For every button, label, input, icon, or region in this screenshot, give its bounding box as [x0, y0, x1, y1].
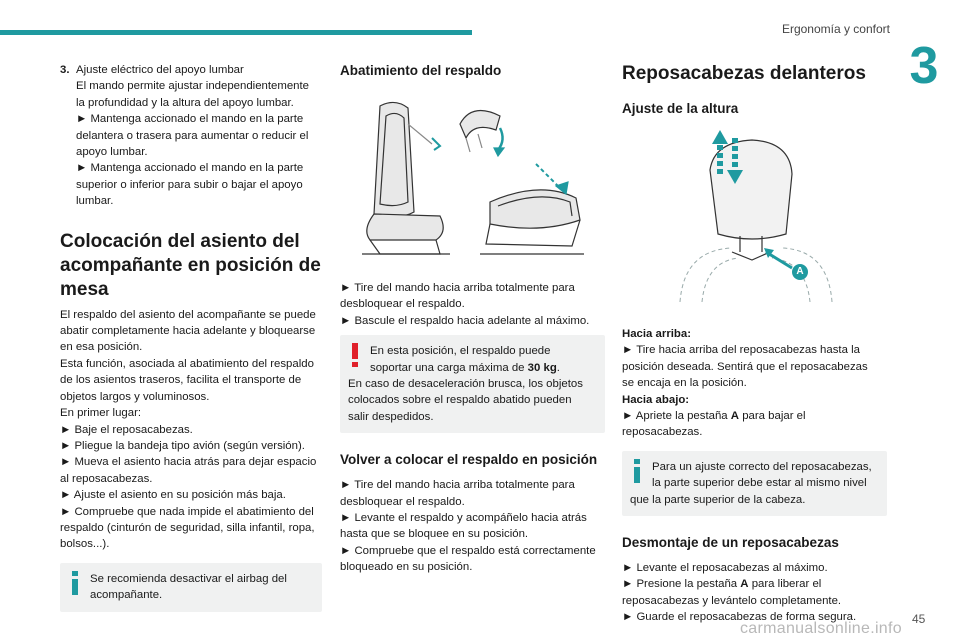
warning-line	[370, 360, 597, 376]
headrest-drawing	[622, 130, 887, 302]
load-warning	[340, 335, 605, 433]
down-title: Hacia abajo:	[622, 393, 690, 406]
text-line: ► Tire del mando hacia arriba totalmente para	[340, 479, 575, 492]
info-icon	[68, 571, 82, 595]
text-line: En primer lugar:	[60, 407, 142, 420]
heading-line: Colocación del asiento del	[60, 230, 300, 252]
text-line: reposacabezas.	[622, 426, 703, 439]
text-line: la profundidad y la altura del apoyo lumbar.	[76, 96, 294, 109]
table-position-body	[60, 307, 322, 553]
text-line: posición deseada. Sentirá que el reposacabezas	[622, 360, 868, 373]
text-line: ► Mantenga accionado el mando en la parte	[76, 162, 304, 175]
text-line: ► Baje el reposacabezas.	[60, 423, 193, 436]
text-line: El respaldo del asiento del acompañante se puede	[60, 308, 316, 321]
note-line: la parte superior debe estar al mismo nivel	[652, 477, 867, 490]
text-line: en esa posición.	[60, 341, 143, 354]
page-number: 45	[912, 612, 926, 626]
text-line: al reposacabezas.	[60, 472, 153, 485]
text-line: de los asientos traseros, facilita el transporte de	[60, 374, 302, 387]
up-title: Hacia arriba:	[622, 328, 692, 340]
warning-line: salir despedidos.	[348, 410, 434, 423]
heading-line: mesa	[60, 278, 109, 300]
table-position-heading	[60, 230, 322, 302]
fold-steps	[340, 280, 605, 329]
lumbar-step	[60, 62, 322, 78]
text-line: abatir completamente hacia adelante y bloquearse	[60, 325, 316, 338]
tab-a-label: A	[796, 266, 804, 277]
heading-line: acompañante en posición de	[60, 254, 321, 276]
chapter-number: 3	[909, 37, 939, 95]
seat-fold-drawing	[340, 94, 605, 262]
watermark: carmanualsonline.info	[740, 620, 902, 637]
reposition-steps	[340, 477, 605, 575]
instruction-text: ► Apriete la pestaña	[622, 410, 731, 423]
text-line: ► Mueva el asiento hacia atrás para dejar espacio	[60, 456, 317, 469]
instruction-text: para liberar el	[748, 578, 822, 591]
max-load-value: 30 kg	[527, 361, 557, 374]
text-line: hasta que se bloquee en su posición.	[340, 528, 529, 541]
text-line: bloqueado en su posición.	[340, 561, 473, 574]
note-line: Se recomienda desactivar el airbag del	[90, 572, 287, 585]
headrest-illustration	[622, 130, 887, 302]
text-line: bolsos...).	[60, 538, 110, 551]
text-line: delantera o trasera para aumentar o reducir el	[76, 129, 309, 142]
text-line: ► Pliegue la bandeja tipo avión (según versión).	[60, 439, 305, 452]
airbag-note	[60, 563, 322, 612]
instruction-text: ► Presione la pestaña	[622, 578, 741, 591]
text-line: ► Compruebe que el respaldo está correctamente	[340, 544, 596, 557]
step-number: 3.	[60, 64, 70, 76]
warning-text: .	[556, 361, 560, 374]
note-line: que la parte superior de la cabeza.	[630, 493, 806, 506]
tab-reference: A	[740, 578, 749, 591]
text-line: ► Ajuste el asiento en su posición más baja.	[60, 489, 286, 502]
text-line: lumbar.	[76, 195, 114, 208]
lumbar-step-body	[60, 78, 322, 209]
remove-steps	[622, 560, 887, 626]
note-line: Para un ajuste correcto del reposacabezas,	[652, 460, 872, 473]
height-instructions	[622, 326, 887, 441]
warning-icon	[348, 343, 362, 367]
tab-reference: A	[730, 410, 740, 423]
text-line: apoyo lumbar.	[76, 146, 148, 159]
text-line: desbloquear el respaldo.	[340, 298, 465, 311]
text-line: ► Mantenga accionado el mando en la parte	[76, 113, 304, 126]
column-2	[340, 62, 605, 576]
warning-line: colocados sobre el respaldo abatido pueden	[348, 394, 572, 407]
section-title: Ergonomía y confort	[781, 22, 890, 36]
text-line: reposacabezas y levántelo completamente.	[622, 594, 842, 607]
reposition-backrest-heading: Volver a colocar el respaldo en posición	[340, 452, 598, 468]
text-line	[622, 408, 887, 424]
text-line: ► Guarde el reposacabezas de forma segura.	[622, 611, 857, 624]
text-line: ► Tire del mando hacia arriba totalmente para	[340, 282, 575, 294]
step-title: Ajuste eléctrico del apoyo lumbar	[76, 64, 244, 76]
info-icon	[630, 459, 644, 483]
warning-line: En esta posición, el respaldo puede	[370, 345, 551, 358]
headrest-note	[622, 451, 887, 516]
text-line: ► Levante el respaldo y acompáñelo hacia atrás	[340, 512, 587, 525]
height-adjust-heading: Ajuste de la altura	[622, 101, 739, 116]
instruction-text: para bajar el	[739, 410, 806, 423]
text-line: superior o inferior para subir o bajar el apoyo	[76, 178, 303, 191]
text-line: ► Tire hacia arriba del reposacabezas hasta la	[622, 344, 860, 357]
text-line: Esta función, asociada al abatimiento del respaldo	[60, 357, 314, 370]
text-line: ► Levante el reposacabezas al máximo.	[622, 562, 828, 575]
note-line: acompañante.	[90, 589, 163, 602]
warning-text: soportar una carga máxima de	[370, 361, 528, 374]
header-accent-bar	[0, 30, 472, 35]
text-line: respaldo (cinturón de seguridad, silla infantil, ropa,	[60, 521, 315, 534]
column-1	[60, 62, 322, 612]
text-line: se encaja en la posición.	[622, 377, 747, 390]
backrest-folding-illustration	[340, 94, 605, 262]
remove-headrest-heading: Desmontaje de un reposacabezas	[622, 535, 839, 551]
warning-line: En caso de desaceleración brusca, los objetos	[348, 378, 583, 391]
text-line: El mando permite ajustar independientemente	[76, 80, 310, 93]
text-line: objetos largos y voluminosos.	[60, 390, 210, 403]
column-3	[622, 62, 887, 626]
text-line	[622, 576, 887, 592]
front-headrests-heading: Reposacabezas delanteros	[622, 63, 866, 84]
text-line: ► Compruebe que nada impide el abatimiento del	[60, 505, 314, 518]
text-line: desbloquear el respaldo.	[340, 495, 465, 508]
text-line: ► Bascule el respaldo hacia adelante al máximo.	[340, 314, 590, 327]
fold-backrest-heading: Abatimiento del respaldo	[340, 63, 502, 78]
